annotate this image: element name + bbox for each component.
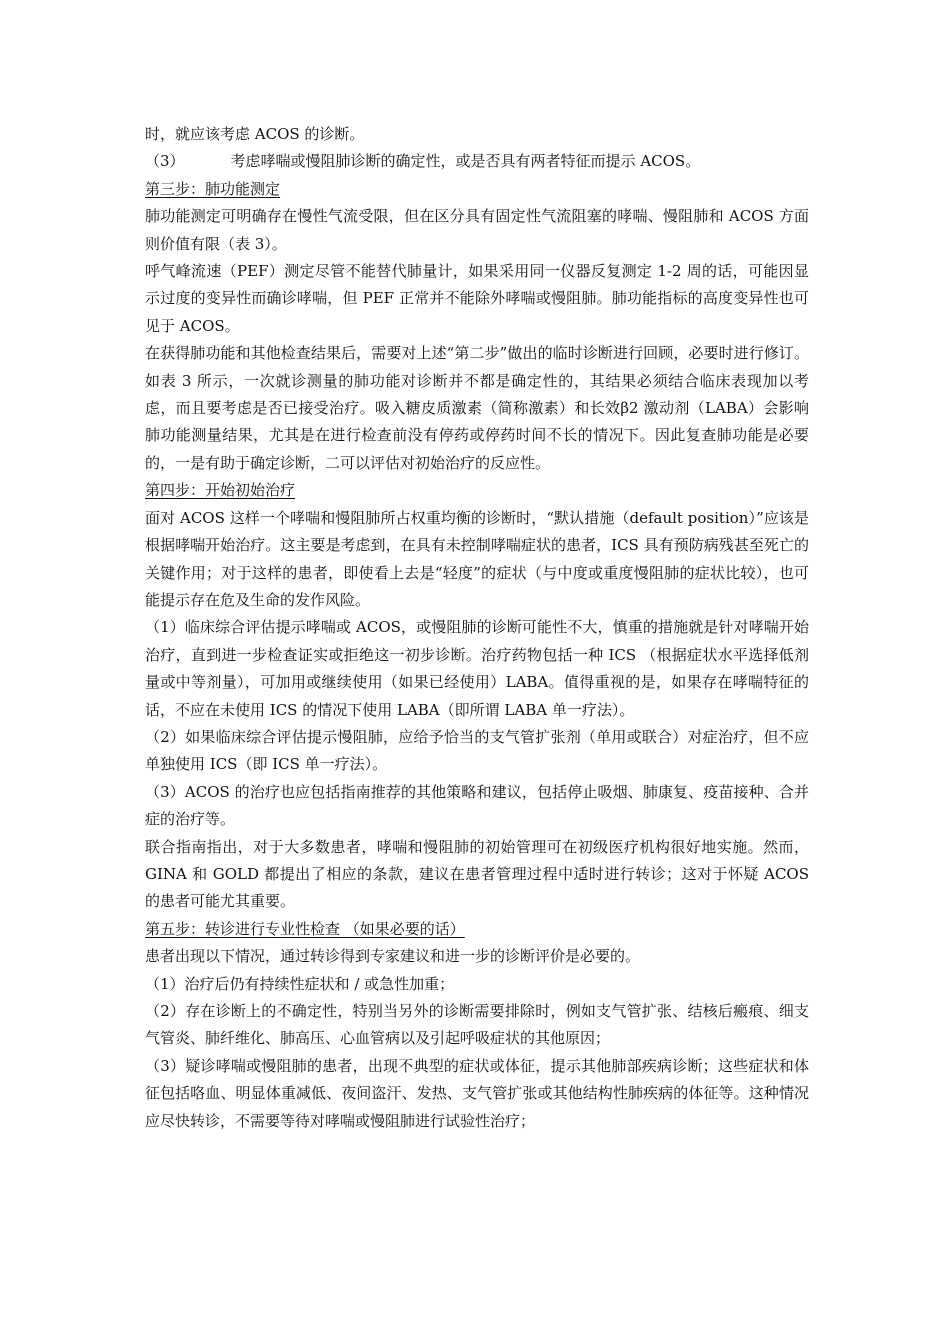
list-item: （1）临床综合评估提示哮喘或 ACOS，或慢阻肺的诊断可能性不大，慎重的措施就是针对哮喘开始治疗，直到进一步检查证实或拒绝这一初步诊断。治疗药物包括一种 ICS （根据症状水平选择低剂量或中等剂量），可加用或继续使用（如果已经使用）LABA。值得重视的是，如果存在哮喘特征的话，不应在未使用 ICS 的情况下使用 LABA（即所谓 LABA 单一疗法）。	[145, 618, 809, 719]
list-item: （2）如果临床综合评估提示慢阻肺，应给予恰当的支气管扩张剂（单用或联合）对症治疗，但不应单独使用 ICS（即 ICS 单一疗法）。	[145, 727, 809, 774]
paragraph: 肺功能测定可明确存在慢性气流受限，但在区分具有固定性气流阻塞的哮喘、慢阻肺和 ACOS 方面则价值有限（表 3）。	[145, 207, 809, 253]
paragraph: 在获得肺功能和其他检查结果后，需要对上述“第二步”做出的临时诊断进行回顾，必要时进行修订。如表 3 所示，一次就诊测量的肺功能对诊断并不都是确定性的，其结果必须结合临床表现加以考虑，而且要考虑是否已接受治疗。吸入糖皮质激素（简称激素）和长效β2 激动剂（LABA）会影响肺功能测量结果，尤其是在进行检查前没有停药或停药时间不长的情况下。因此复查肺功能是必要的，一是有助于确定诊断，二可以评估对初始治疗的反应性。	[145, 344, 809, 472]
section-heading-step-5: 第五步：转诊进行专业性检查 （如果必要的话）	[145, 919, 465, 938]
paragraph: 面对 ACOS 这样一个哮喘和慢阻肺所占权重均衡的诊断时，“默认措施（default position）”应该是根据哮喘开始治疗。这主要是考虑到，在具有未控制哮喘症状的患者，ICS 具有预防病残甚至死亡的关键作用；对于这样的患者，即使看上去是“轻度”的症状（与中度或重度慢阻肺的症状比较），也可能提示存在危及生命的发作风险。	[145, 508, 809, 609]
paragraph: 患者出现以下情况，通过转诊得到专家建议和进一步的诊断评价是必要的。	[145, 947, 641, 966]
list-item: （1）治疗后仍有持续性症状和 / 或急性加重；	[145, 974, 455, 993]
document-body	[145, 121, 809, 1135]
list-item	[145, 148, 809, 175]
list-item: （2）存在诊断上的不确定性，特别当另外的诊断需要排除时，例如支气管扩张、结核后瘢痕、细支气管炎、肺纤维化、肺高压、心血管病以及引起呼吸症状的其他原因；	[145, 1002, 809, 1048]
list-item-text: 考虑哮喘或慢阻肺诊断的确定性，或是否具有两者特征而提示 ACOS。	[230, 152, 701, 171]
section-heading-step-4: 第四步：开始初始治疗	[145, 481, 296, 500]
list-item: （3）疑诊哮喘或慢阻肺的患者，出现不典型的症状或体征，提示其他肺部疾病诊断；这些症状和体征包括咯血、明显体重减低、夜间盗汗、发热、支气管扩张或其他结构性肺疾病的体征等。这种情况应尽快转诊，不需要等待对哮喘或慢阻肺进行试验性治疗；	[145, 1056, 809, 1130]
list-item: （3）ACOS 的治疗也应包括指南推荐的其他策略和建议，包括停止吸烟、肺康复、疫苗接种、合并症的治疗等。	[145, 782, 809, 829]
section-heading-step-3: 第三步：肺功能测定	[145, 179, 281, 198]
list-marker: （3）	[145, 152, 185, 171]
paragraph: 时，就应该考虑 ACOS 的诊断。	[145, 125, 365, 143]
paragraph: 联合指南指出，对于大多数患者，哮喘和慢阻肺的初始管理可在初级医疗机构很好地实施。然而，GINA 和 GOLD 都提出了相应的条款，建议在患者管理过程中适时进行转诊；这对于怀疑 ACOS 的患者可能尤其重要。	[145, 837, 809, 911]
paragraph: 呼气峰流速（PEF）测定尽管不能替代肺量计，如果采用同一仪器反复测定 1-2 周的话，可能因显示过度的变异性而确诊哮喘，但 PEF 正常并不能除外哮喘或慢阻肺。肺功能指标的高度变异性也可见于 ACOS。	[145, 262, 809, 335]
